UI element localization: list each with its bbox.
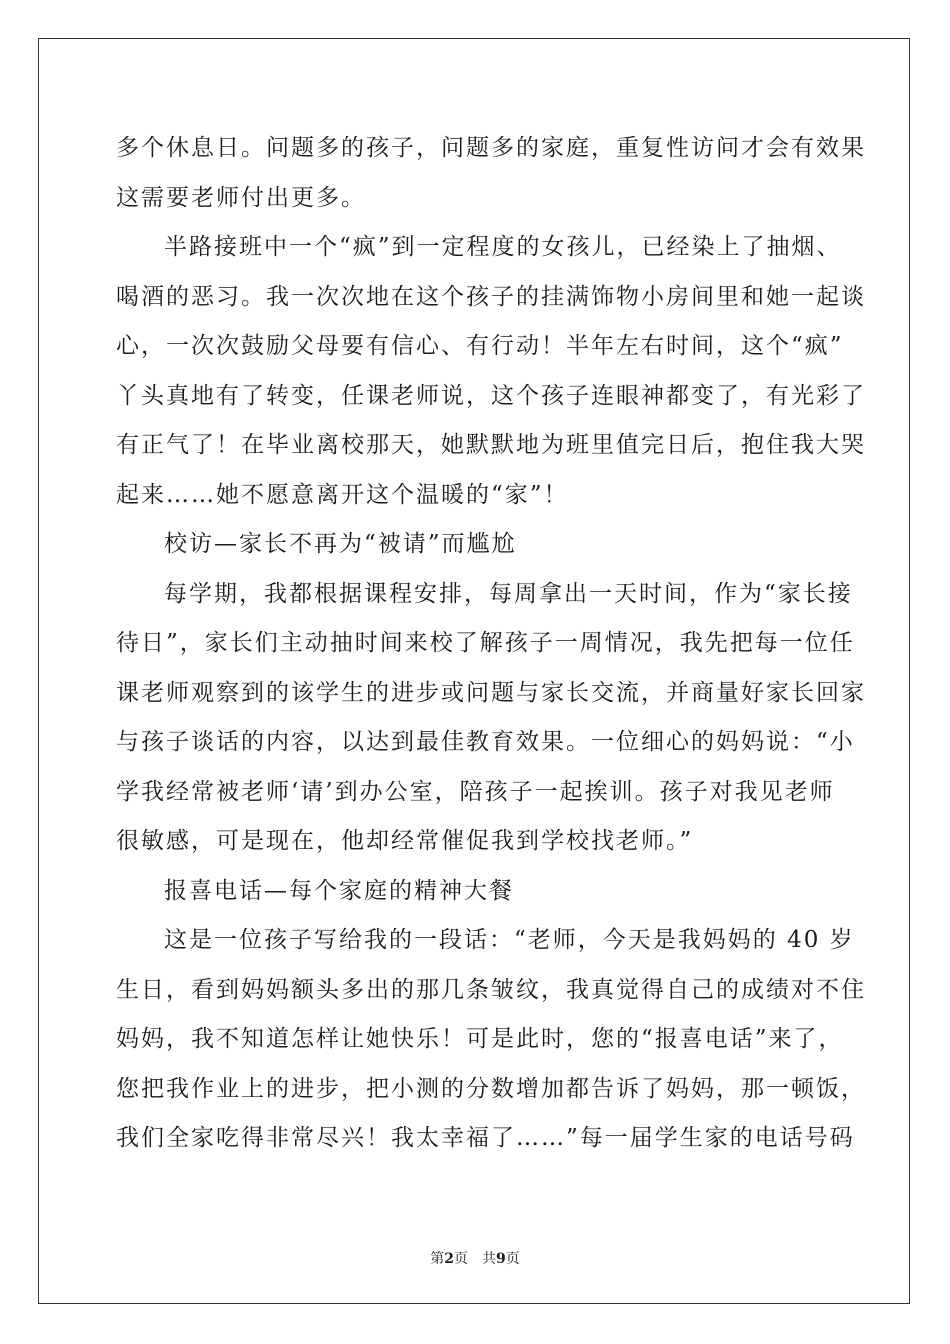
- text-line: 很敏感，可是现在，他却经常催促我到学校找老师。”: [116, 828, 694, 854]
- total-page-number: 9: [496, 1251, 506, 1267]
- text-line: 丫头真地有了转变，任课老师说，这个孩子连眼神都变了，有光彩了: [116, 382, 866, 409]
- text-line: 喝酒的恶习。我一次次地在这个孩子的挂满饰物小房间里和她一起谈: [116, 283, 866, 310]
- text-line: 待日”，家长们主动抽时间来校了解孩子一周情况，我先把每一位任: [116, 630, 855, 656]
- text-line: 我们全家吃得非常尽兴！我太幸福了……”每一届学生家的电话号码: [116, 1125, 855, 1151]
- footer-mid: 页 共: [454, 1251, 496, 1267]
- text-line: 有正气了！在毕业离校那天，她默默地为班里值完日后，抱住我大哭: [116, 432, 866, 458]
- text-line: 这是一位孩子写给我的一段话：“老师，今天是我妈妈的 40 岁: [164, 927, 855, 953]
- footer-prefix: 第: [430, 1251, 445, 1267]
- text-line: 学我经常被老师‘请’到办公室，陪孩子一起挨训。孩子对我见老师: [116, 778, 835, 805]
- current-page-number: 2: [444, 1251, 454, 1267]
- text-line: 心，一次次鼓励父母要有信心、有行动！半年左右时间，这个“疯”: [116, 333, 844, 359]
- text-line: 与孩子谈话的内容，以达到最佳教育效果。一位细心的妈妈说：“小: [116, 729, 855, 755]
- section-heading: 报喜电话—每个家庭的精神大餐: [164, 877, 514, 904]
- text-line: 这需要老师付出更多。: [116, 184, 366, 211]
- text-line: 起来……她不愿意离开这个温暖的“家”！: [116, 481, 569, 508]
- text-line: 每学期，我都根据课程安排，每周拿出一天时间，作为“家长接: [164, 580, 853, 607]
- text-line: 多个休息日。问题多的孩子，问题多的家庭，重复性访问才会有效果: [116, 135, 866, 161]
- text-line: 生日，看到妈妈额头多出的那几条皱纹，我真觉得自己的成绩对不住: [116, 976, 866, 1003]
- footer-suffix: 页: [505, 1251, 520, 1267]
- text-line: 半路接班中一个“疯”到一定程度的女孩儿，已经染上了抽烟、: [164, 234, 842, 260]
- text-line: 您把我作业上的进步，把小测的分数增加都告诉了妈妈，那一顿饭，: [116, 1075, 866, 1102]
- section-heading: 校访—家长不再为“被请”而尴尬: [164, 531, 517, 557]
- text-line: 课老师观察到的该学生的进步或问题与家长交流，并商量好家长回家: [116, 679, 866, 706]
- page-footer: [0, 1248, 950, 1268]
- text-line: 妈妈，我不知道怎样让她快乐！可是此时，您的“报喜电话”来了，: [116, 1026, 844, 1052]
- document-body: [116, 124, 866, 1164]
